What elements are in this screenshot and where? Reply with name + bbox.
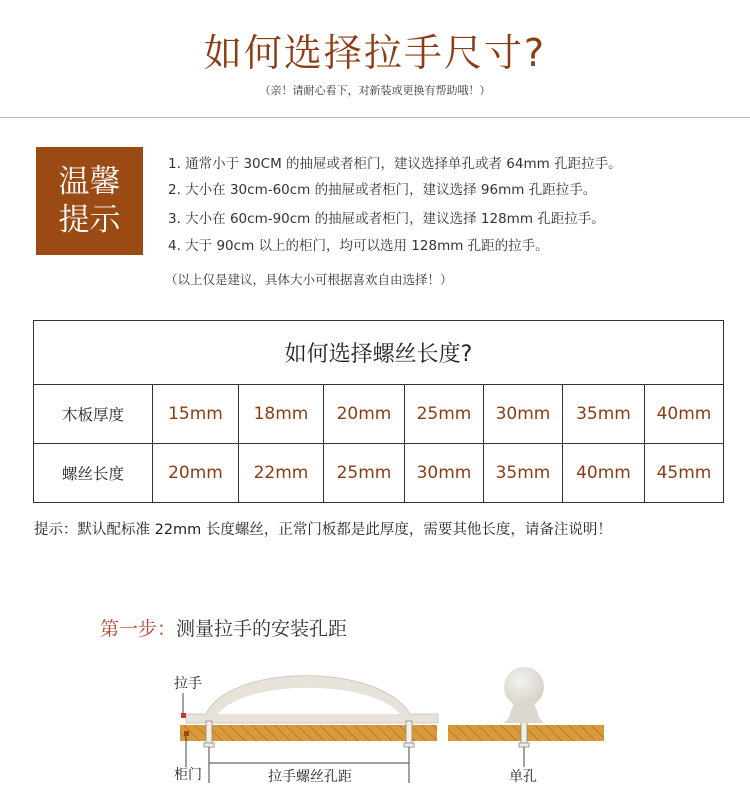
handle-marker xyxy=(181,713,186,718)
page-subtitle: （亲！请耐心看下，对新装或更换有帮助哦！） xyxy=(259,84,491,97)
header-divider xyxy=(0,117,750,118)
label-single-hole: 单孔 xyxy=(509,769,537,785)
row-label-screw-length: 螺丝长度 xyxy=(34,444,153,503)
table-cell: 18mm xyxy=(239,385,324,444)
row-label-board-thickness: 木板厚度 xyxy=(34,385,153,444)
tip-line-2: 2. 大小在 30cm-60cm 的抽屉或者柜门，建议选择 96mm 孔距拉手。 xyxy=(168,182,597,198)
tip-line-1: 1. 通常小于 30CM 的抽屉或者柜门，建议选择单孔或者 64mm 孔距拉手。 xyxy=(168,156,622,172)
table-cell: 25mm xyxy=(324,444,405,503)
table-cell: 25mm xyxy=(405,385,484,444)
screw-hint: 提示：默认配标准 22mm 长度螺丝，正常门板都是此厚度，需要其他长度，请备注说明！ xyxy=(34,522,612,538)
table-cell: 22mm xyxy=(239,444,324,503)
step-text: 测量拉手的安装孔距 xyxy=(176,618,348,640)
tip-line-3: 3. 大小在 60cm-90cm 的抽屉或者柜门，建议选择 128mm 孔距拉手。 xyxy=(168,211,605,227)
door-panel-left xyxy=(180,725,437,741)
tip-line-4: 4. 大于 90cm 以上的柜门，均可以选用 128mm 孔距的拉手。 xyxy=(168,238,549,254)
page-title: 如何选择拉手尺寸? xyxy=(203,31,547,75)
table-cell: 20mm xyxy=(324,385,405,444)
table-cell: 40mm xyxy=(645,385,724,444)
table-cell: 20mm xyxy=(153,444,239,503)
screw-table-title: 如何选择螺丝长度? xyxy=(34,321,724,385)
label-door: 柜门 xyxy=(174,767,202,783)
knob-handle-icon xyxy=(504,667,544,723)
screw-length-table xyxy=(33,320,724,503)
warm-tip-badge-line2: 提示 xyxy=(58,202,121,238)
table-cell: 45mm xyxy=(645,444,724,503)
installation-diagram xyxy=(0,655,750,800)
table-cell: 15mm xyxy=(153,385,239,444)
step-heading xyxy=(100,614,347,641)
table-row xyxy=(34,444,724,503)
warm-tip-badge-line1: 温馨 xyxy=(58,164,121,200)
table-cell: 40mm xyxy=(563,444,645,503)
warm-tip-badge xyxy=(36,147,143,255)
tip-note: （以上仅是建议，具体大小可根据喜欢自由选择！） xyxy=(165,272,453,287)
table-cell: 35mm xyxy=(563,385,645,444)
label-handle: 拉手 xyxy=(174,676,202,692)
bar-handle-icon xyxy=(186,676,438,723)
table-cell: 30mm xyxy=(484,385,563,444)
table-cell: 35mm xyxy=(484,444,563,503)
step-number: 第一步： xyxy=(100,618,177,640)
door-marker xyxy=(184,731,189,736)
table-cell: 30mm xyxy=(405,444,484,503)
table-row xyxy=(34,385,724,444)
label-hole-spacing: 拉手螺丝孔距 xyxy=(268,769,352,785)
